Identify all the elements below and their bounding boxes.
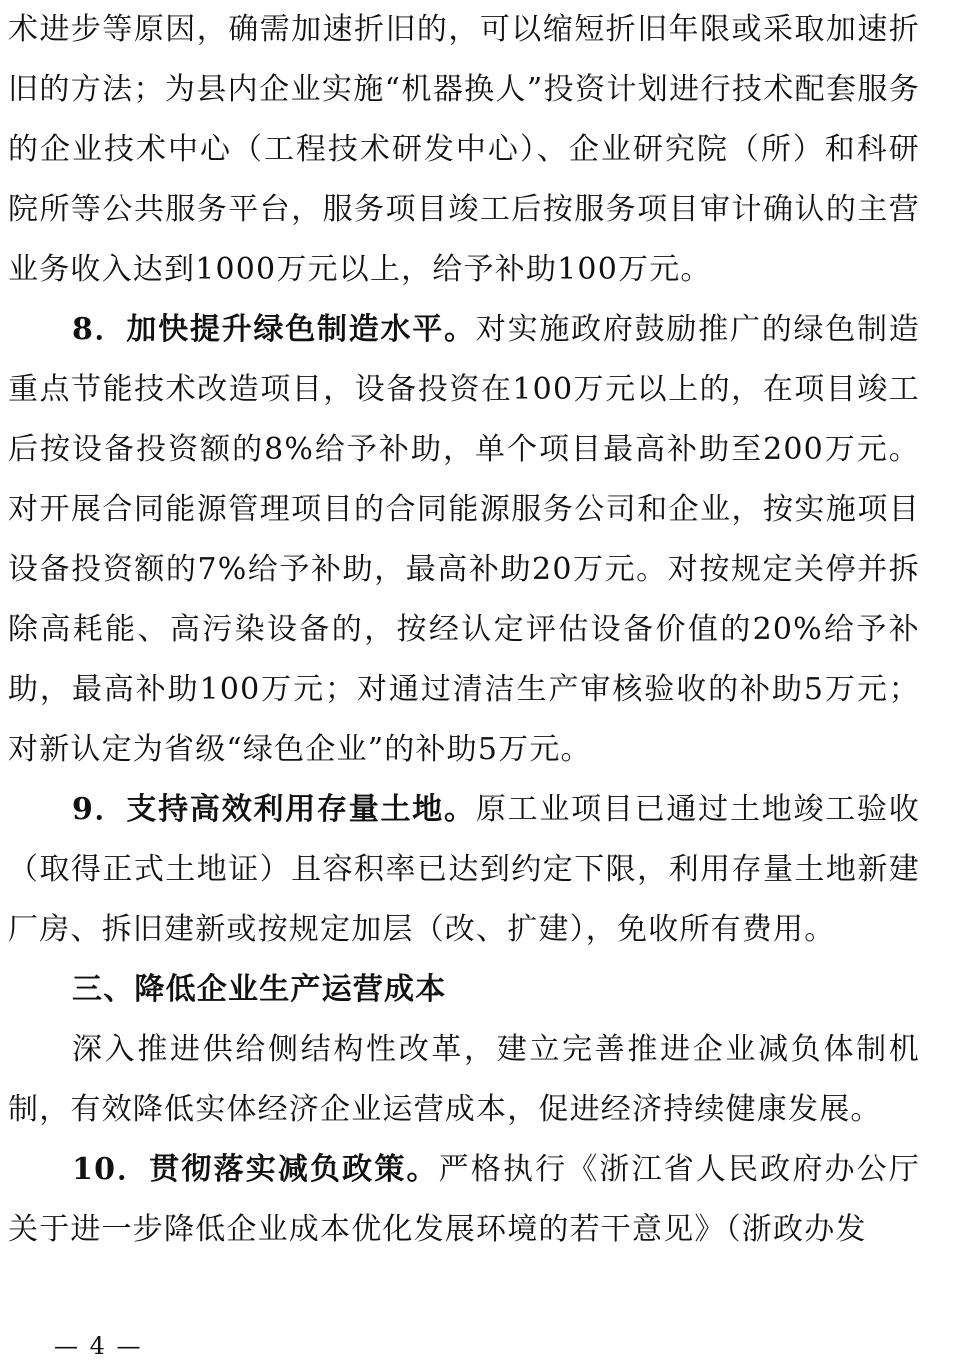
section-heading-3: 三、降低企业生产运营成本 [72, 972, 447, 1007]
paragraph-continuation [8, 0, 920, 300]
section-3-intro-text: 深入推进供给侧结构性改革，建立完善推进企业减负体制机制，有效降低实体经济企业运营成本，促进经济持续健康发展。 [8, 1032, 920, 1127]
item-8-text: 对实施政府鼓励推广的绿色制造重点节能技术改造项目，设备投资在100万元以上的，在项目竣工后按设备投资额的8%给予补助，单个项目最高补助至200万元。对开展合同能源管理项目的合同能源服务公司和企业，按实施项目设备投资额的7%给予补助，最高补助20万元。对按规定关停并拆除高耗能、高污染设备的，按经认定评估设备价值的20%给予补助，最高补助100万元；对通过清洁生产审核验收的补助5万元；对新认定为省级“绿色企业”的补助5万元。 [8, 312, 920, 767]
paragraph-item-8 [8, 300, 920, 780]
item-9-text: 原工业项目已通过土地竣工验收（取得正式土地证）且容积率已达到约定下限，利用存量土地新建厂房、拆旧建新或按规定加层（改、扩建），免收所有费用。 [8, 792, 920, 947]
document-body [8, 0, 920, 1260]
section-3-intro [8, 1020, 920, 1140]
item-9-title: 9．支持高效利用存量土地。 [72, 792, 476, 827]
item-10-text: 严格执行《浙江省人民政府办公厅关于进一步降低企业成本优化发展环境的若干意见》（浙政办发 [8, 1152, 920, 1247]
paragraph-item-9 [8, 780, 920, 960]
page-number: — 4 — [54, 1332, 143, 1360]
paragraph-text: 术进步等原因，确需加速折旧的，可以缩短折旧年限或采取加速折旧的方法；为县内企业实施“机器换人”投资计划进行技术配套服务的企业技术中心（工程技术研发中心）、企业研究院（所）和科研院所等公共服务平台，服务项目竣工后按服务项目审计确认的主营业务收入达到1000万元以上，给予补助100万元。 [8, 12, 920, 287]
paragraph-item-10 [8, 1140, 920, 1260]
item-8-title: 8．加快提升绿色制造水平。 [72, 312, 476, 347]
item-10-title: 10．贯彻落实减负政策。 [72, 1152, 439, 1187]
